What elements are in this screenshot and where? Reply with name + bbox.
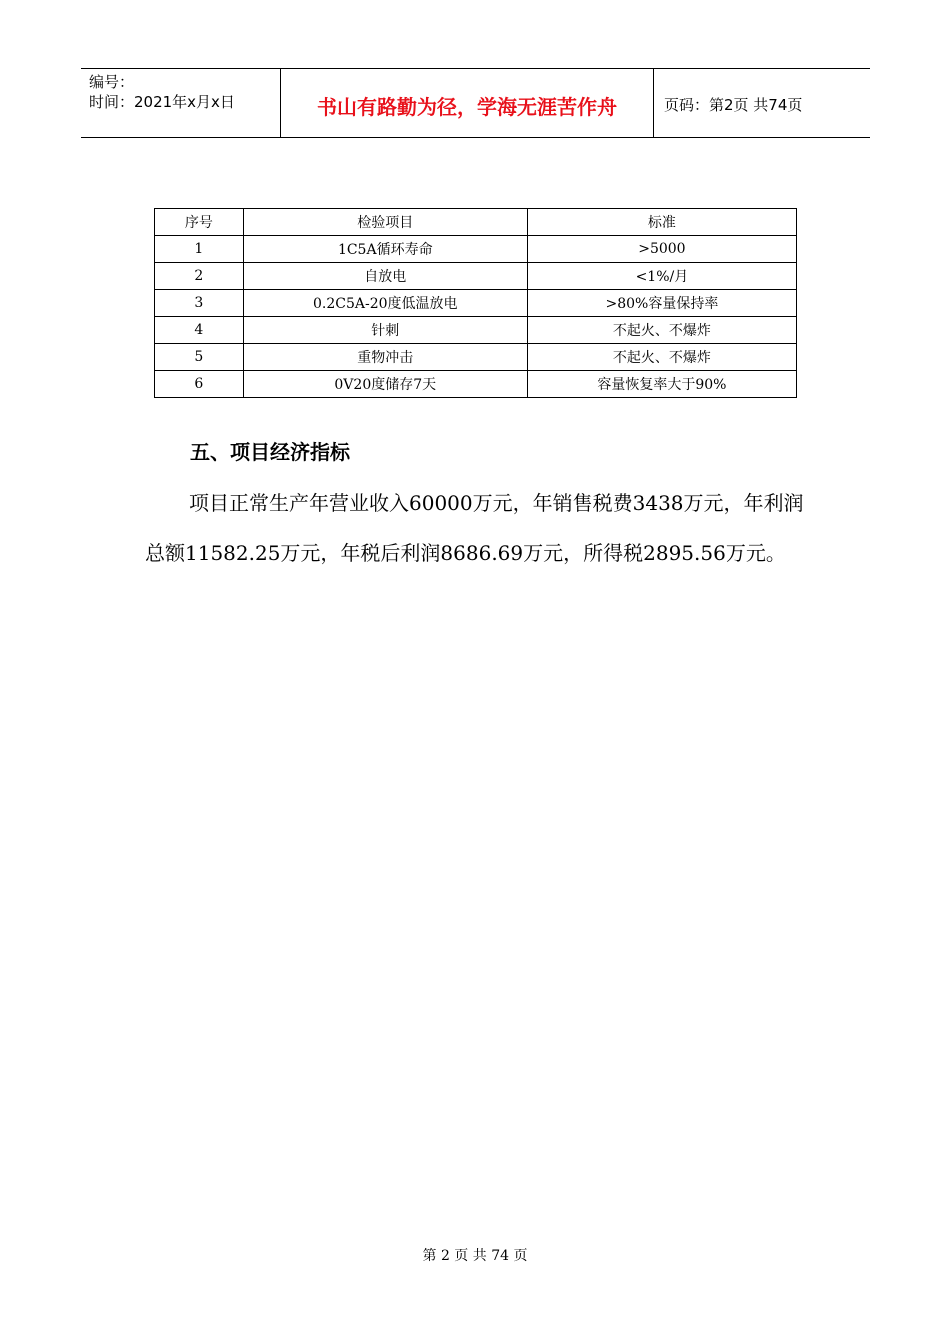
row-no: 6 <box>155 371 244 398</box>
header-cell-item: 检验项目 <box>243 209 527 236</box>
table-row <box>155 344 797 371</box>
table-header-row <box>155 209 797 236</box>
row-no: 1 <box>155 236 244 263</box>
row-item: 针刺 <box>243 317 527 344</box>
row-no: 5 <box>155 344 244 371</box>
header-meta <box>81 69 281 137</box>
header-page-code: 页码：第2页 共74页 <box>664 95 803 114</box>
row-no: 2 <box>155 263 244 290</box>
table-row <box>155 236 797 263</box>
header-cell-no: 序号 <box>155 209 244 236</box>
row-standard: 不起火、不爆炸 <box>527 344 796 371</box>
row-item: 1C5A循环寿命 <box>243 236 527 263</box>
section-title: 五、项目经济指标 <box>190 440 350 464</box>
time-label: 时间：2021年x月x日 <box>89 93 235 111</box>
row-standard: >5000 <box>527 236 796 263</box>
row-item: 0.2C5A-20度低温放电 <box>243 290 527 317</box>
row-item: 自放电 <box>243 263 527 290</box>
row-standard: <1%/月 <box>527 263 796 290</box>
row-no: 4 <box>155 317 244 344</box>
row-no: 3 <box>155 290 244 317</box>
row-standard: >80%容量保持率 <box>527 290 796 317</box>
page-header <box>81 68 870 138</box>
row-item: 0V20度储存7天 <box>243 371 527 398</box>
header-motto: 书山有路勤为径，学海无涯苦作舟 <box>281 69 654 137</box>
header-cell-standard: 标准 <box>527 209 796 236</box>
inspection-table <box>154 208 797 398</box>
page-footer: 第 2 页 共 74 页 <box>422 1248 528 1264</box>
row-item: 重物冲击 <box>243 344 527 371</box>
table-row <box>155 263 797 290</box>
number-label: 编号： <box>89 73 135 91</box>
table-row <box>155 290 797 317</box>
row-standard: 容量恢复率大于90% <box>527 371 796 398</box>
row-standard: 不起火、不爆炸 <box>527 317 796 344</box>
section-paragraph: 项目正常生产年营业收入60000万元，年销售税费3438万元，年利润总额11582.25万元，年税后利润8686.69万元，所得税2895.56万元。 <box>145 491 804 565</box>
table-row <box>155 371 797 398</box>
table-row <box>155 317 797 344</box>
